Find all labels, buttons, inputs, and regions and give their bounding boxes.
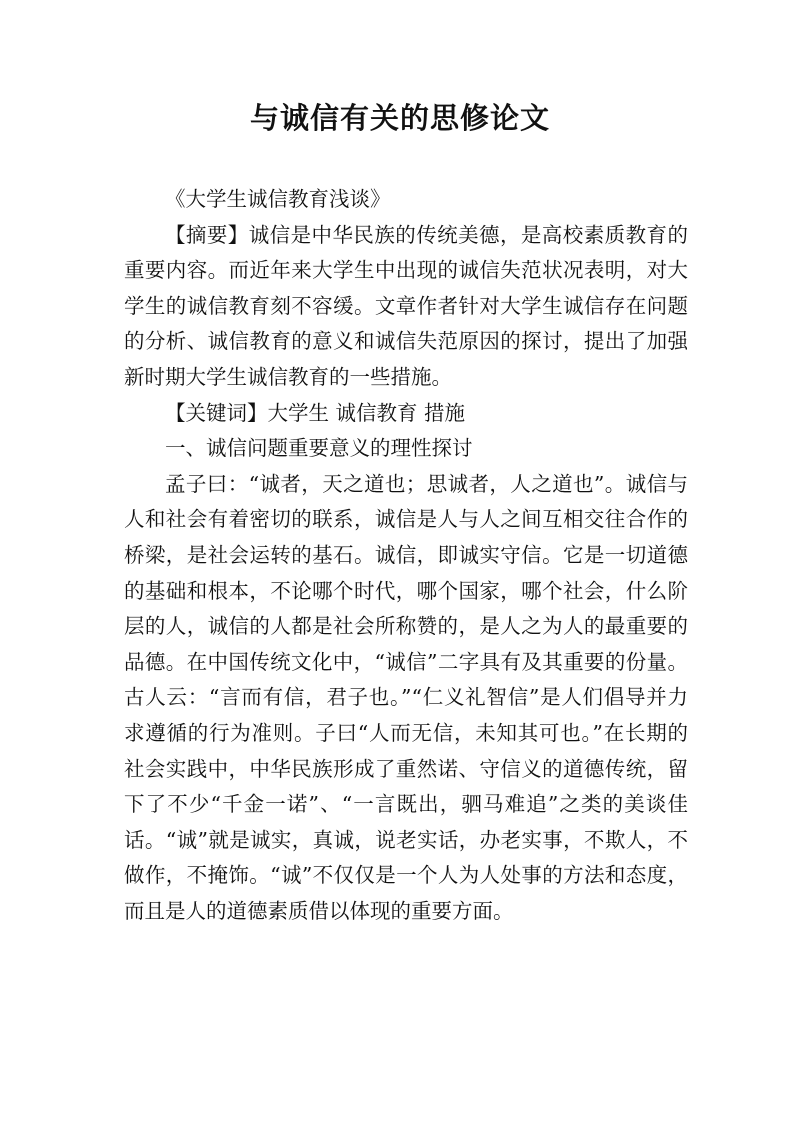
paragraph-keywords: 【关键词】大学生 诚信教育 措施 (165, 400, 466, 425)
paragraph-body: 孟子曰：“诚者，天之道也；思诚者，人之道也”。诚信与人和社会有着密切的联系，诚信是人与人之间互相交往合作的桥梁，是社会运转的基石。诚信，即诚实守信。它是一切道德的基础和根本，不论哪个时代，哪个国家，哪个社会，什么阶层的人，诚信的人都是社会所称赞的，是人之为人的最重要的品德。在中国传统文化中，“诚信”二字具有及其重要的份量。古人云：“言而有信，君子也。”“仁义礼智信”是人们倡导并力求遵循的行为准则。子曰“人而无信，未知其可也。”在长期的社会实践中，中华民族形成了重然诺、守信义的道德传统，留下了不少“千金一诺”、“一言既出，驷马难追”之类的美谈佳话。“诚”就是诚实，真诚，说老实话，办老实事，不欺人，不做作，不掩饰。“诚”不仅仅是一个人为人处事的方法和态度，而且是人的道德素质借以体现的重要方面。 (124, 471, 688, 923)
document-body (124, 182, 688, 929)
document-title: 与诚信有关的思修论文 (249, 101, 550, 135)
paragraph-article-title: 《大学生诚信教育浅谈》 (165, 187, 391, 211)
paragraph-abstract: 【摘要】诚信是中华民族的传统美德，是高校素质教育的重要内容。而近年来大学生中出现的诚信失范状况表明，对大学生的诚信教育刻不容缓。文章作者针对大学生诚信存在问题的分析、诚信教育的意义和诚信失范原因的探讨，提出了加强新时期大学生诚信教育的一些措施。 (124, 222, 688, 389)
section-heading: 一、诚信问题重要意义的理性探讨 (165, 436, 473, 461)
